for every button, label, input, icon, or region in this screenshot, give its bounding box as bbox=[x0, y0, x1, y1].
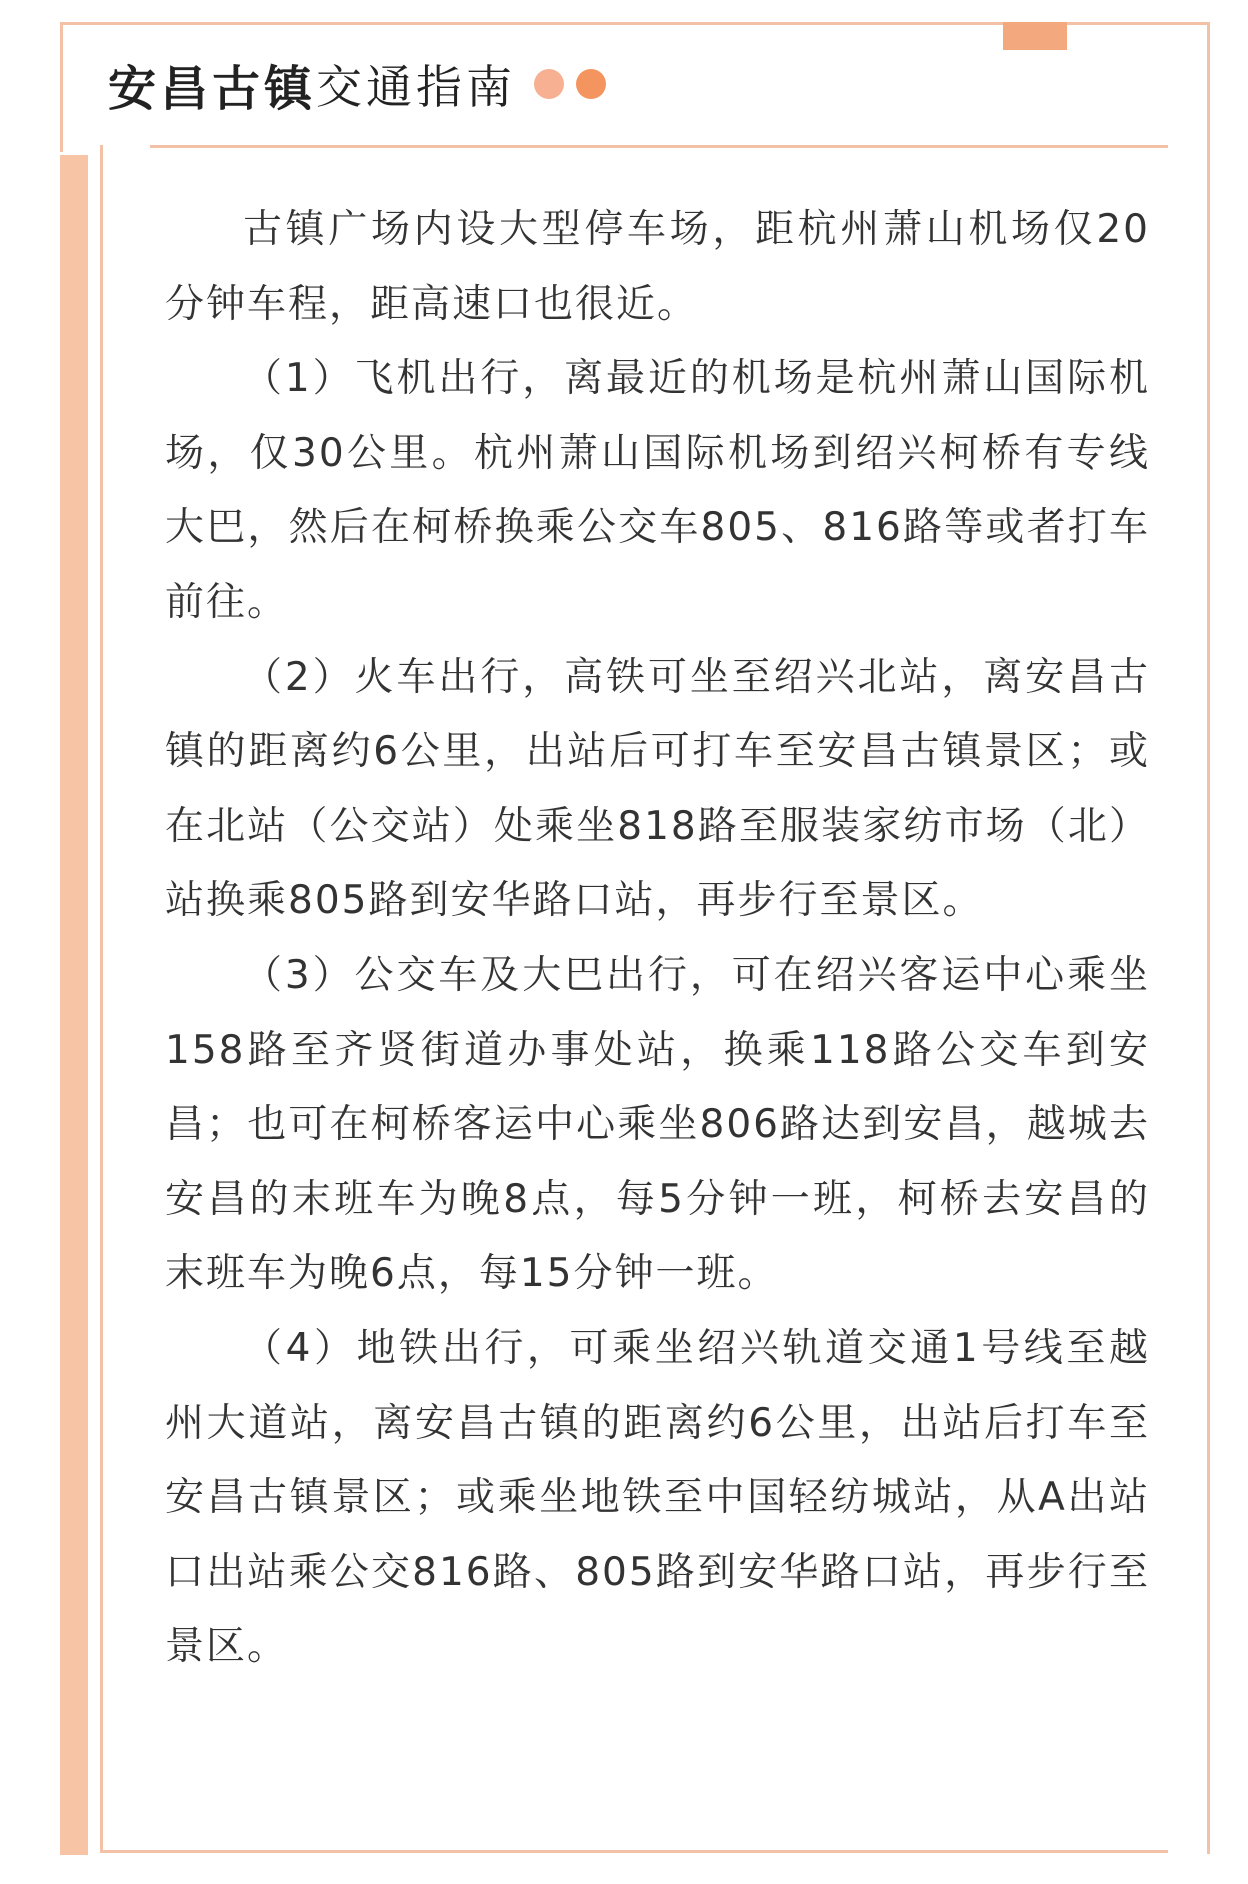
paragraph-airplane: （1）飞机出行，离最近的机场是杭州萧山国际机场，仅30公里。杭州萧山国际机场到绍兴柯桥有专线大巴，然后在柯桥换乘公交车805、816路等或者打车前往。 bbox=[165, 356, 1150, 625]
paragraph-train: （2）火车出行，高铁可坐至绍兴北站，离安昌古镇的距离约6公里，出站后可打车至安昌古镇景区；或在北站（公交站）处乘坐818路至服装家纺市场（北）站换乘805路到安华路口站，再步行至景区。 bbox=[165, 654, 1150, 924]
frame-right-border bbox=[1207, 22, 1210, 1854]
title-regular-part: 交通指南 bbox=[316, 60, 517, 114]
corner-tab-decoration bbox=[1003, 22, 1067, 50]
left-accent-bar bbox=[60, 155, 88, 1855]
header-underline bbox=[150, 145, 1168, 148]
paragraph-bus: （3）公交车及大巴出行，可在绍兴客运中心乘坐158路至齐贤街道办事处站，换乘118路公交车到安昌；也可在柯桥客运中心乘坐806路达到安昌，越城去安昌的末班车为晚8点，每5分钟一班，柯桥去安昌的末班车为晚6点，每15分钟一班。 bbox=[165, 952, 1150, 1297]
paragraph-metro: （4）地铁出行，可乘坐绍兴轨道交通1号线至越州大道站，离安昌古镇的距离约6公里，出站后打车至安昌古镇景区；或乘坐地铁至中国轻纺城站，从A出站口出站乘公交816路、805路到安华路口站，再步行至景区。 bbox=[165, 1325, 1150, 1670]
guide-body bbox=[165, 193, 1150, 1685]
dot-decoration-icon bbox=[534, 69, 564, 99]
frame-left-border bbox=[60, 22, 63, 152]
title-bold-part: 安昌古镇 bbox=[108, 60, 317, 117]
dot-decoration-icon bbox=[576, 69, 606, 99]
page-title bbox=[108, 52, 606, 116]
paragraph-intro: 古镇广场内设大型停车场，距杭州萧山机场仅20分钟车程，距高速口也很近。 bbox=[165, 207, 1150, 327]
